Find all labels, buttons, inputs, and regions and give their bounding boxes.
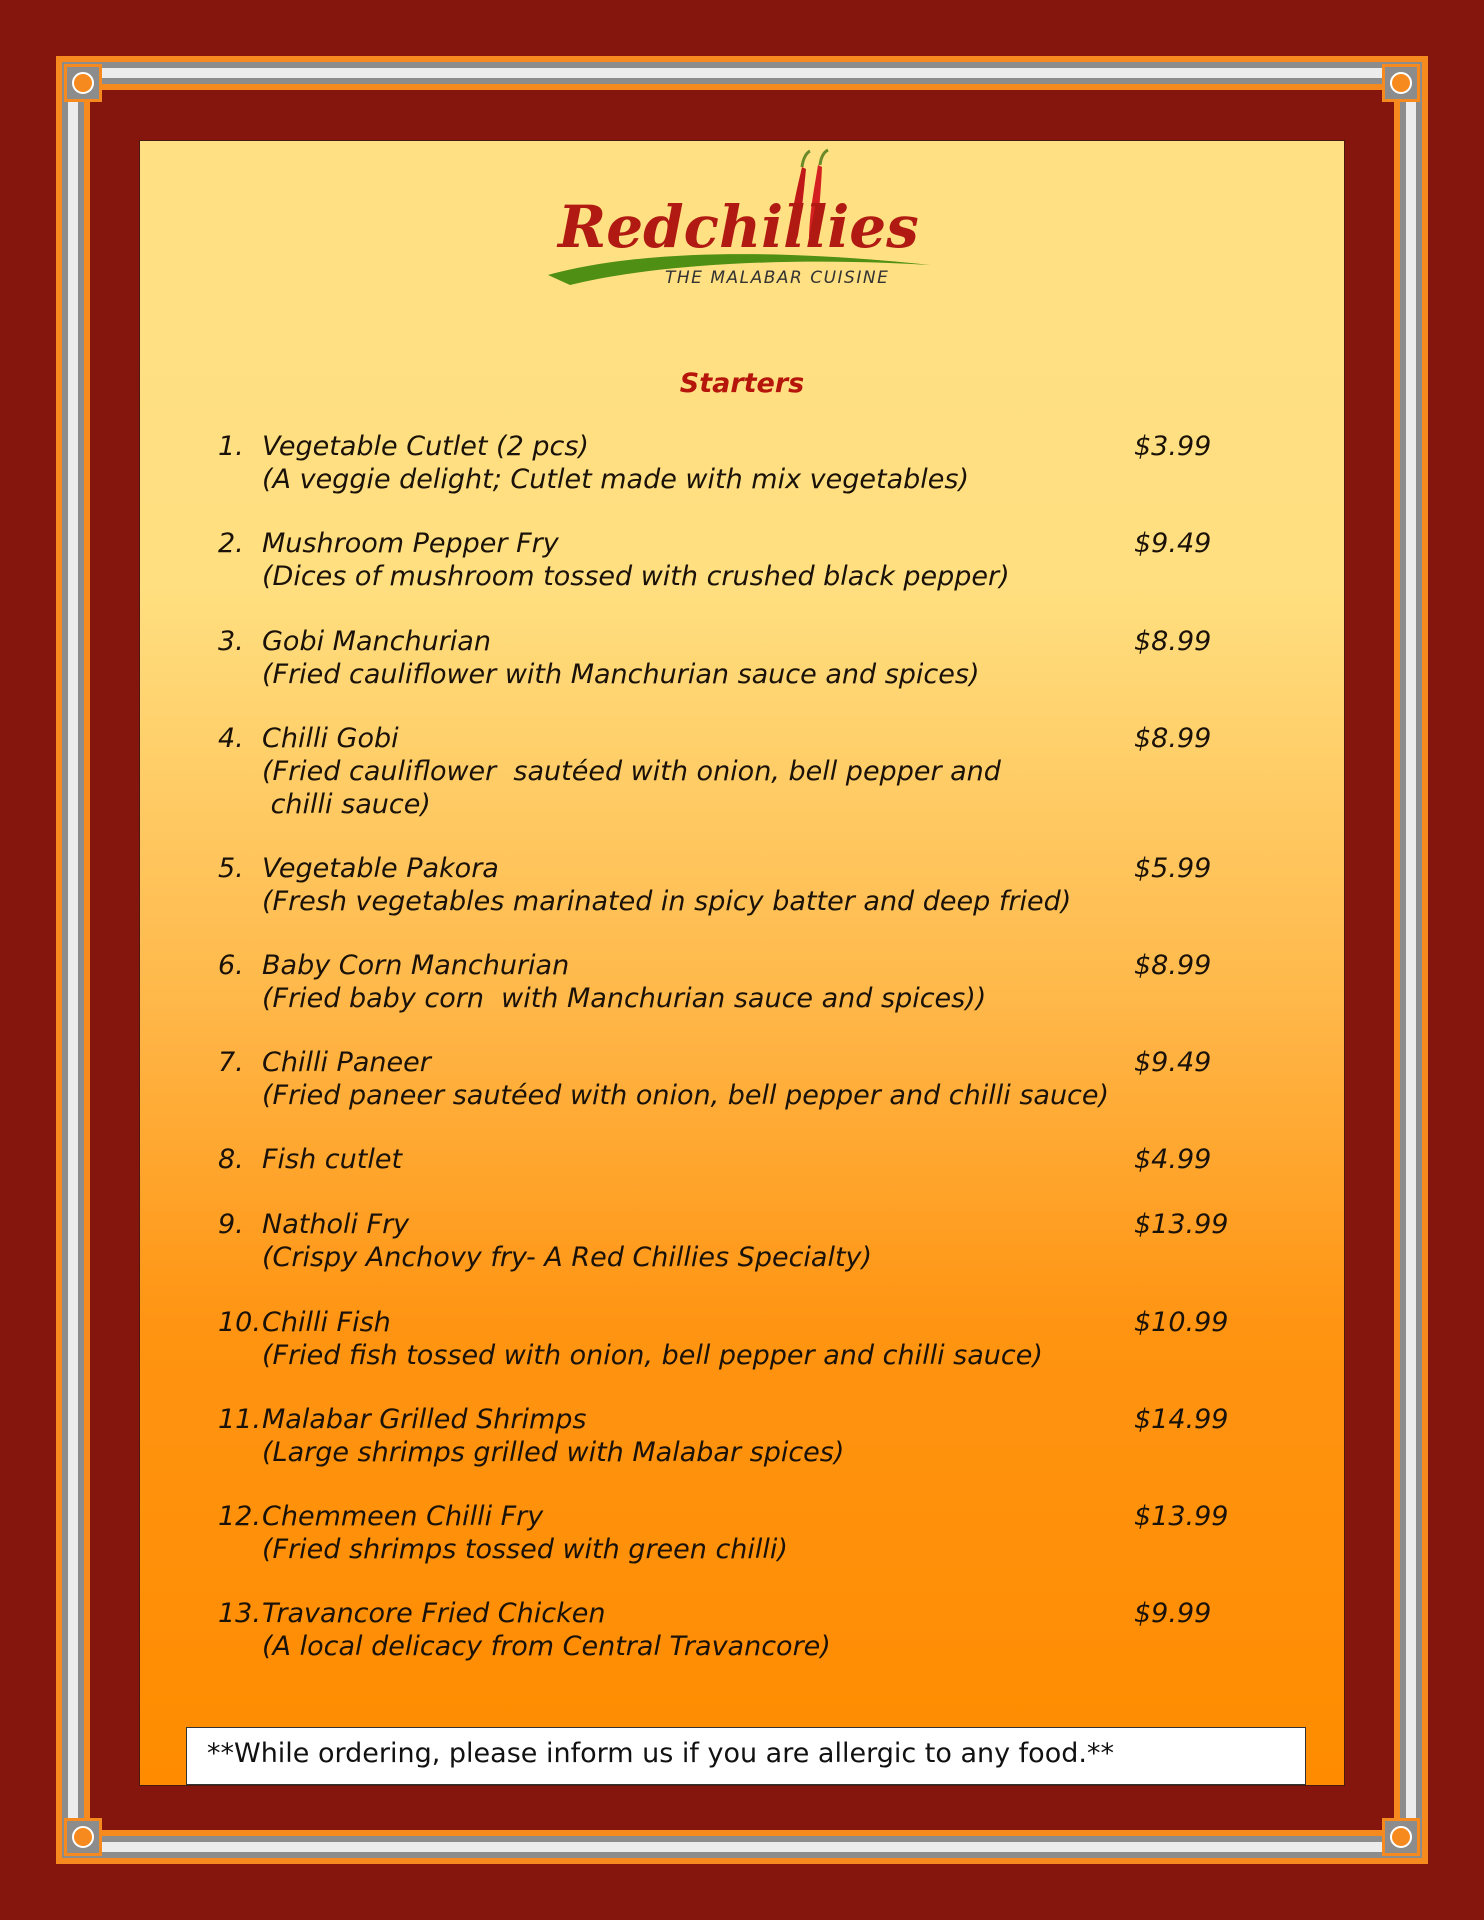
menu-item-price: $13.99 — [1134, 1501, 1229, 1532]
menu-item-number: 3. — [218, 626, 244, 657]
menu-item-name: Fish cutlet — [262, 1144, 403, 1175]
menu-item-name: Baby Corn Manchurian — [262, 950, 570, 981]
menu-item-name: Natholi Fry — [262, 1209, 410, 1240]
menu-item-price: $9.49 — [1134, 528, 1212, 559]
menu-item-description: (A local delicacy from Central Travancore) — [262, 1631, 831, 1662]
menu-item-name: Chemmeen Chilli Fry — [262, 1501, 544, 1532]
menu-item-number: 5. — [218, 853, 244, 884]
menu-item-name: Chilli Gobi — [262, 723, 399, 754]
corner-ornament-icon — [1382, 1818, 1420, 1856]
menu-item-description: (Fried fish tossed with onion, bell pepper and chilli sauce) — [262, 1340, 1043, 1371]
menu-item-description: (Crispy Anchovy fry- A Red Chillies Specialty) — [262, 1242, 873, 1273]
corner-ornament-icon — [1382, 64, 1420, 102]
section-title: Starters — [679, 368, 805, 399]
menu-item-number: 13. — [218, 1598, 261, 1629]
menu-item-number: 8. — [218, 1144, 244, 1175]
menu-item-number: 10. — [218, 1307, 261, 1338]
menu-item-price: $9.99 — [1134, 1598, 1212, 1629]
menu-item-description: (Dices of mushroom tossed with crushed black pepper) — [262, 561, 1010, 592]
menu-item-name: Chilli Fish — [262, 1307, 391, 1338]
menu-item-number: 12. — [218, 1501, 261, 1532]
menu-item-price: $8.99 — [1134, 950, 1212, 981]
menu-item-description: (Fried baby corn with Manchurian sauce and spices)) — [262, 983, 987, 1014]
menu-item-price: $8.99 — [1134, 626, 1212, 657]
menu-item-price: $4.99 — [1134, 1144, 1212, 1175]
menu-item-price: $10.99 — [1134, 1307, 1229, 1338]
menu-item-price: $13.99 — [1134, 1209, 1229, 1240]
menu-item-price: $5.99 — [1134, 853, 1212, 884]
menu-item-description: (A veggie delight; Cutlet made with mix vegetables) — [262, 464, 969, 495]
menu-item-price: $8.99 — [1134, 723, 1212, 754]
allergy-note: **While ordering, please inform us if you are allergic to any food.** — [186, 1727, 1306, 1785]
logo-tagline: THE MALABAR CUISINE — [665, 268, 890, 288]
menu-item-name: Vegetable Pakora — [262, 853, 499, 884]
logo-text: Redchillies — [558, 193, 919, 261]
menu-item-name: Chilli Paneer — [262, 1047, 431, 1078]
corner-ornament-icon — [64, 64, 102, 102]
menu-item-description: (Large shrimps grilled with Malabar spices) — [262, 1437, 845, 1468]
menu-item-number: 1. — [218, 431, 244, 462]
brand-logo — [540, 145, 940, 295]
menu-item-description: (Fried paneer sautéed with onion, bell pepper and chilli sauce) — [262, 1080, 1110, 1111]
menu-item-name: Mushroom Pepper Fry — [262, 528, 559, 559]
menu-item-number: 11. — [218, 1404, 261, 1435]
menu-item-price: $9.49 — [1134, 1047, 1212, 1078]
menu-item-name: Travancore Fried Chicken — [262, 1598, 606, 1629]
menu-item-name: Vegetable Cutlet (2 pcs) — [262, 431, 589, 462]
menu-item-description: (Fried cauliflower with Manchurian sauce and spices) — [262, 659, 980, 690]
menu-item-number: 4. — [218, 723, 244, 754]
corner-ornament-icon — [64, 1818, 102, 1856]
menu-item-number: 7. — [218, 1047, 244, 1078]
menu-item-name: Gobi Manchurian — [262, 626, 491, 657]
menu-item-description: (Fried cauliflower sautéed with onion, bell pepper and chilli sauce) — [262, 756, 1001, 820]
menu-item-description: (Fried shrimps tossed with green chilli) — [262, 1534, 788, 1565]
menu-item-number: 9. — [218, 1209, 244, 1240]
menu-item-number: 6. — [218, 950, 244, 981]
menu-item-name: Malabar Grilled Shrimps — [262, 1404, 587, 1435]
menu-item-number: 2. — [218, 528, 244, 559]
menu-item-price: $3.99 — [1134, 431, 1212, 462]
menu-item-description: (Fresh vegetables marinated in spicy batter and deep fried) — [262, 886, 1072, 917]
menu-item-price: $14.99 — [1134, 1404, 1229, 1435]
